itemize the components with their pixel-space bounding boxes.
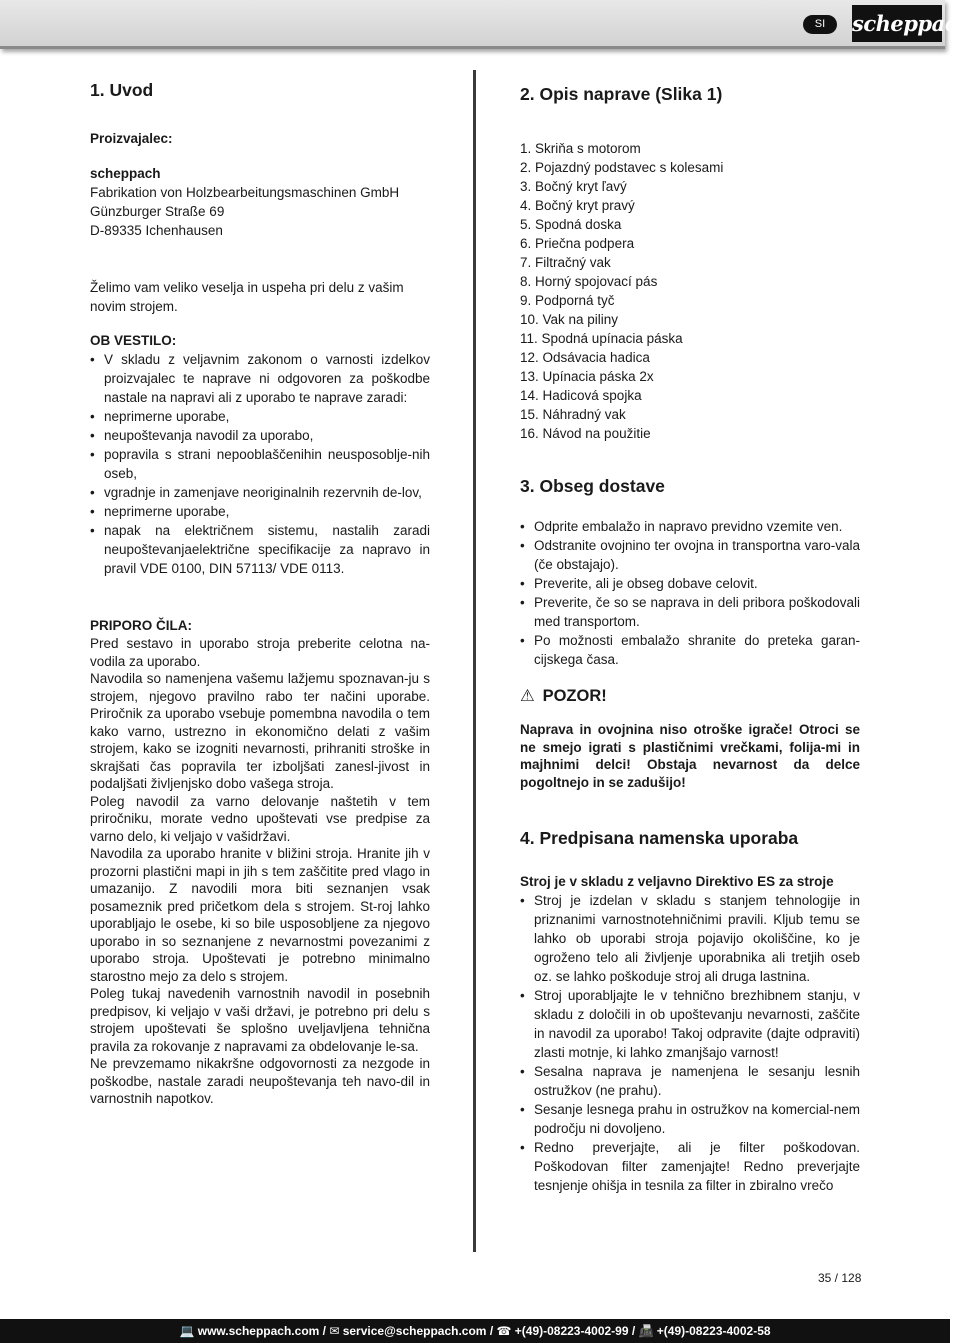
- list-item: 14. Hadicová spojka: [520, 388, 642, 403]
- list-item: 11. Spodná upínacia páska: [520, 331, 683, 346]
- usage-list: [520, 891, 860, 1195]
- address-line: Günzburger Straße 69: [90, 204, 225, 219]
- brand-logo: scheppach: [852, 5, 942, 42]
- list-item: 4. Bočný kryt pravý: [520, 198, 635, 213]
- warning-title: POZOR!: [542, 687, 607, 705]
- right-column: [520, 82, 860, 1195]
- section-heading-description: 2. Opis naprave (Slika 1): [520, 84, 723, 104]
- list-item: • vgradnje in zamenjave neoriginalnih rezervnih de-lov,: [90, 483, 430, 502]
- list-item: • Sesalna naprava je namenjena le sesanju lesnih ostružkov (ne prahu).: [520, 1062, 860, 1100]
- directive-label: Stroj je v skladu z veljavno Direktivo ES za stroje: [520, 874, 834, 889]
- list-item: • V skladu z veljavnim zakonom o varnosti izdelkov proizvajalec te naprave ni odgovoren za poškodbe nastale na napravi ali z uporabo te naprave zaradi:: [90, 350, 430, 407]
- notice-label: OB VESTILO:: [90, 333, 177, 348]
- list-item: 12. Odsávacia hadica: [520, 350, 650, 365]
- list-item: 15. Náhradný vak: [520, 407, 626, 422]
- paragraph: Navodila za uporabo hranite v bližini stroja. Hranite jih v prozorni plastični mapi in jih s tem zaščitite pred vlago in umazanijo. Z navodili mora biti seznanjen vsak posameznik pred pričetkom dela s strojem. St-roj lahko uporabljajo le osebe, ki so bile usposobljene za njegovo uporabo in so seznanjene z nevarnostmi povezanimi z uporabo stroja. Upoštevati je potrebno minimalno starostno mejo za delo s strojem.: [90, 846, 430, 984]
- address-line: D-89335 Ichenhausen: [90, 223, 223, 238]
- notice-list: [90, 350, 430, 578]
- list-item: 9. Podporná tyč: [520, 293, 615, 308]
- address-line: Fabrikation von Holzbearbeitungsmaschinen GmbH: [90, 185, 400, 200]
- list-item: 1. Skriňa s motorom: [520, 141, 641, 156]
- list-item: • popravila s strani nepooblaščenihin neusposoblje-nih oseb,: [90, 445, 430, 483]
- list-item: • napak na električnem sistemu, nastalih zaradi neupoštevanjaelektrične specifikacije za napravo in pravil VDE 0100, DIN 57113/ VDE 0113.: [90, 521, 430, 578]
- section-heading-intro: 1. Uvod: [90, 80, 154, 100]
- delivery-list: [520, 517, 860, 669]
- list-item: • Stroj uporabljajte le v tehnično brezhibnem stanju, v skladu z določili in ob upoštevanju nevarnosti, zaščite in navodil za uporabo! Takoj odpravite (dajte odpraviti) zlasti motnje, ki lahko zmanjšajo varnost!: [520, 986, 860, 1062]
- section-heading-usage: 4. Predpisana namenska uporaba: [520, 828, 799, 848]
- list-item: • Redno preverjajte, ali je filter poškodovan. Poškodovan filter zamenjajte! Redno preverjajte tesnjenje ohišja in tesnila za filter in zbiralno vrečo: [520, 1138, 860, 1195]
- manufacturer-label: Proizvajalec:: [90, 131, 173, 146]
- list-item: 13. Upínacia páska 2x: [520, 369, 654, 384]
- company-name: scheppach: [90, 166, 161, 181]
- list-item: • Preverite, ali je obseg dobave celovit.: [520, 574, 860, 593]
- list-item: • Sesanje lesnega prahu in ostružkov na komercial-nem področju ni dovoljeno.: [520, 1100, 860, 1138]
- list-item: • Stroj je izdelan v skladu s stanjem tehnologije in priznanimi varnostnotehničnimi pravili. Kljub temu se lahko ob uporabi stroja pojavijo okoliščine, ko je ogroženo telo ali življenje uporabnika ali tretjih oseb oz. se lahko poškoduje stroj ali druga lastnina.: [520, 891, 860, 986]
- list-item: 7. Filtračný vak: [520, 255, 611, 270]
- list-item: 6. Priečna podpera: [520, 236, 635, 251]
- paragraph: Poleg tukaj navedenih varnostnih navodil in posebnih predpisov, ki veljajo v vaši državi, je potrebno pri delu s strojem upoštevati še splošno uveljavljena tehnična pravila za rokovanje z napravami za obdelovanje le-sa.: [90, 986, 430, 1054]
- left-column: [90, 78, 430, 1108]
- language-badge: SI: [803, 15, 837, 34]
- warning-text: Naprava in ovojnina niso otroške igrače! Otroci se ne smejo igrati s plastičnimi vrečkami, folija-mi in majhnimi delci! Obstaja nevarnost da delce pogoltnejo in se zadušijo!: [520, 722, 860, 790]
- warning-heading: [520, 685, 860, 707]
- footer-bar: 💻 www.scheppach.com / ✉ service@scheppach.com / ☎ +(49)-08223-4002-99 / 📠 +(49)-08223-4002-58: [0, 1319, 950, 1343]
- warning-icon: ⚠: [520, 687, 535, 705]
- list-item: 10. Vak na piliny: [520, 312, 619, 327]
- recommendation-label: PRIPORO ČILA:: [90, 618, 193, 633]
- list-item: • Odprite embalažo in napravo previdno vzemite ven.: [520, 517, 860, 536]
- list-item: • neprimerne uporabe,: [90, 502, 430, 521]
- recommendation-text: [90, 635, 430, 1108]
- column-divider: [473, 70, 476, 1252]
- list-item: • Odstranite ovojnino ter ovojna in transportna varo-vala (če obstajajo).: [520, 536, 860, 574]
- list-item: 3. Bočný kryt ľavý: [520, 179, 627, 194]
- parts-list: [520, 139, 860, 443]
- paragraph: Poleg navodil za varno delovanje naštetih v tem priročniku, morate vedno upoštevati vse predpise za varno delo, ki veljajo v vašidržavi.: [90, 793, 430, 844]
- list-item: 16. Návod na použitie: [520, 426, 651, 441]
- list-item: • neupoštevanja navodil za uporabo,: [90, 426, 430, 445]
- list-item: 2. Pojazdný podstavec s kolesami: [520, 160, 724, 175]
- paragraph: Navodila so namenjena vašemu lažjemu spoznavan-ju s strojem, njegovo pravilno rabo ter načini uporabe. Priročnik za uporabo vsebuje pomembna navodila o tem kako varno, ustrezno in ekonomično delati z vašim strojem, kako se izogniti nevarnosti, prihraniti stroške in skrajšati čas popravila ter izboljšati zanesl-jivost in podaljšati življenjsko dobo vašega stroja.: [90, 671, 430, 791]
- list-item: 8. Horný spojovací pás: [520, 274, 658, 289]
- list-item: • Preverite, če so se naprava in deli pribora poškodovali med transportom.: [520, 593, 860, 631]
- paragraph: Pred sestavo in uporabo stroja preberite celotna na-vodila za uporabo.: [90, 636, 430, 669]
- page-number: 35 / 128: [818, 1271, 862, 1285]
- paragraph: Ne prevzemamo nikakršne odgovornosti za nezgode in poškodbe, nastale zaradi neupoštevanja teh navo-dil in varnostnih napotkov.: [90, 1056, 430, 1106]
- welcome-text: Želimo vam veliko veselja in uspeha pri delu z vašim novim strojem.: [90, 280, 404, 314]
- list-item: • Po možnosti embalažo shranite do preteka garan-cijskega časa.: [520, 631, 860, 669]
- header-bar: [0, 0, 972, 49]
- list-item: 5. Spodná doska: [520, 217, 622, 232]
- section-heading-delivery: 3. Obseg dostave: [520, 476, 665, 496]
- list-item: • neprimerne uporabe,: [90, 407, 430, 426]
